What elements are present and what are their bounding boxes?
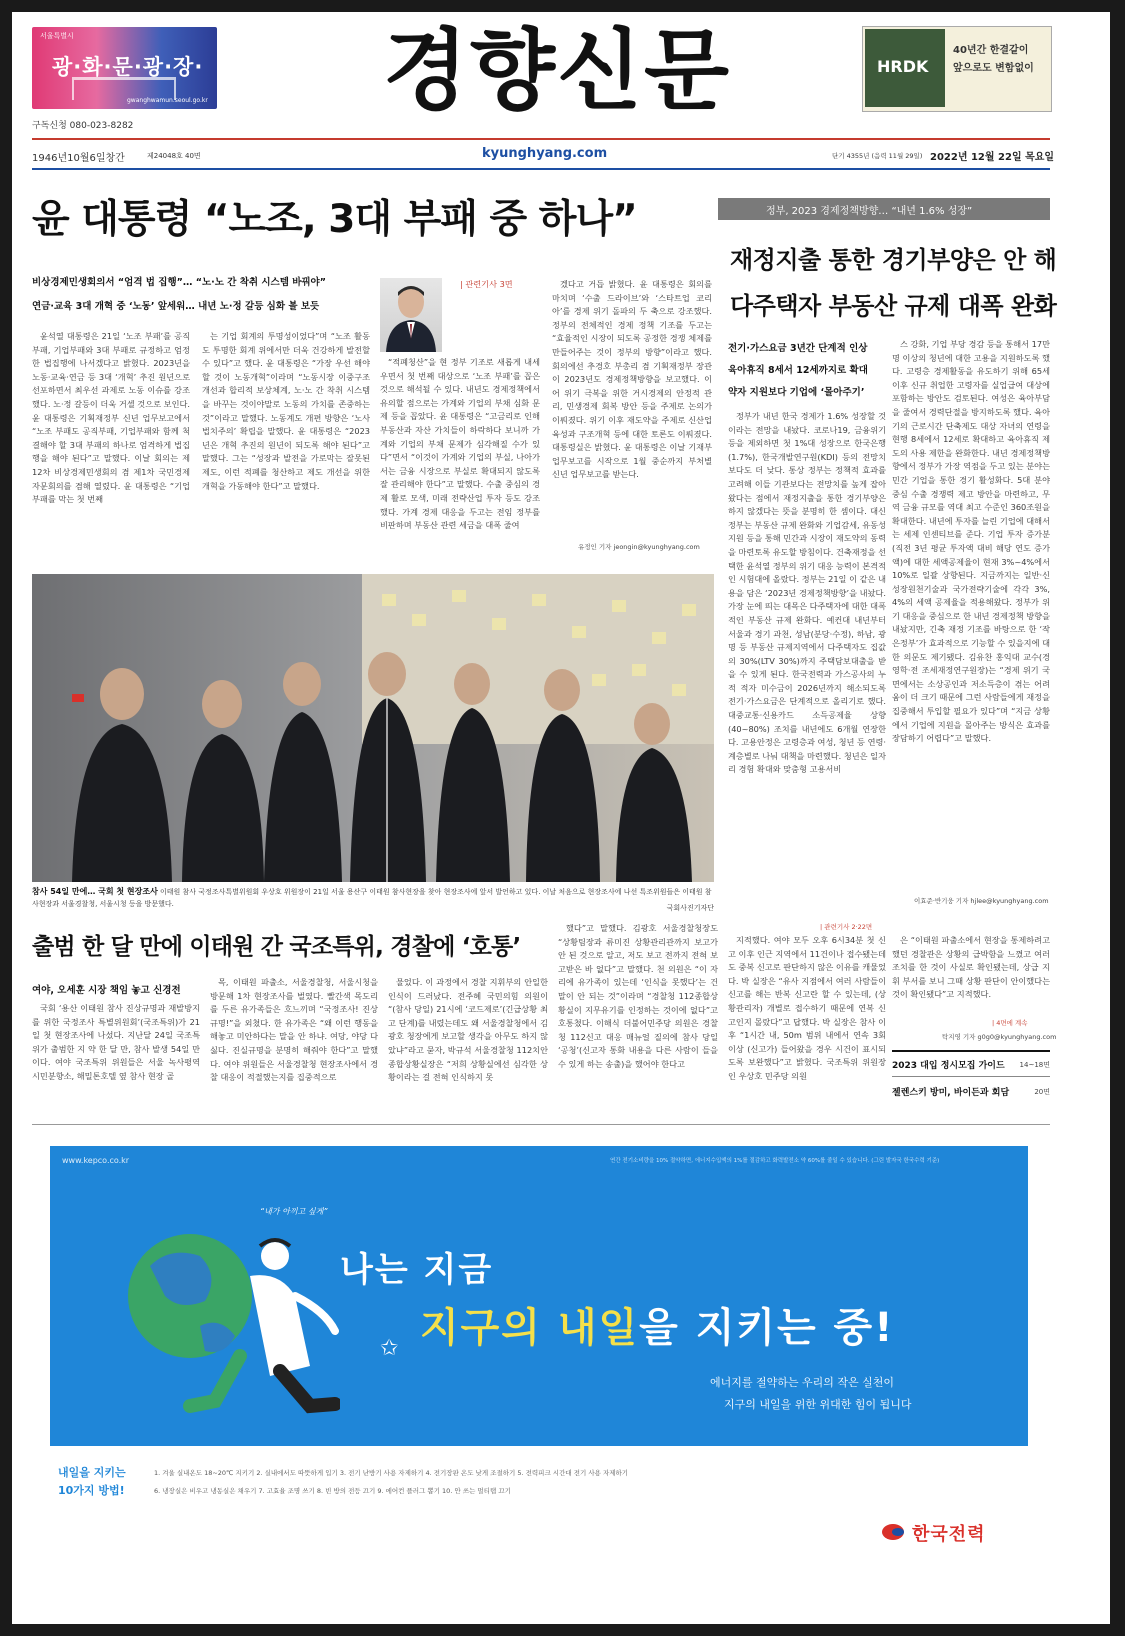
kepco-logo-icon-inner <box>892 1528 904 1536</box>
right-subhead-1: 전기·가스요금 3년간 단계적 인상 <box>728 343 868 354</box>
lunar-date: 단기 4355년 (음력 11월 29일) <box>832 152 923 160</box>
left-banner-small: 서울특별시 <box>40 32 74 40</box>
guide-box-1[interactable] <box>892 1050 1050 1076</box>
second-column-5-text: 지적했다. 여야 모두 오후 6시34분 첫 신고 이후 인근 지역에서 11건이나 접수됐는데도 중복 신고로 판단하지 않은 이유를 캐물었다. 박 실장은 “유사 지점에서 여러 사람들이 신고를 해는 반복 신고란 할 수 있는데, (상황관리자) 개별로 접수하기 때문에 연복 신고인지 몰랐다”고 답했다. 박 실장은 참사 이후 “1시간 내, 50m 범위 내에서 연속 3회 이상 (신고가) 들어왔을 경우 시건이 표시되도록 보완했다”고 밝혔다. 국조특위 위원장인 우상호 민주당 의원 <box>728 935 886 1081</box>
right-subhead-3: 약자 지원보다 기업에 ‘몰아주기’ <box>728 387 865 398</box>
second-headline[interactable]: 출범 한 달 만에 이태원 간 국조특위, 경찰에 ‘호통’ <box>32 934 521 960</box>
lead-subhead-2: 연금·교육 3대 개혁 중 ‘노동’ 앞세워… 내년 노·정 갈등 심화 볼 보듯 <box>32 301 320 312</box>
kepco-ad[interactable] <box>50 1146 1028 1446</box>
left-banner-title: 광·화·문·광·장· <box>52 55 204 79</box>
lead-column-3-top-text: | 관련기사 3면 <box>460 279 513 289</box>
lead-column-1 <box>32 330 190 552</box>
right-ref: | 관련기사 2·22면 <box>820 923 873 931</box>
guide-box-2-page: 20면 <box>1034 1088 1050 1096</box>
ad-star-icon: ✩ <box>380 1336 399 1361</box>
lead-column-4-text: 겠다고 거듭 밝혔다. 윤 대통령은 회의를 마치며 ‘수출 드라이브’와 ‘스타트업 코리아’를 경제 위기 돌파의 두 축으로 강조했다. 정부의 전체적인 경제 정책 기조를 두고는 “효율적인 시장이 되도록 공정한 경쟁 체제를 만들어주는 것이 정부의 방향”이라고 했다. 회의에선 추경호 부총리 겸 기획재정부 장관이 2023년도 경제정책방향을 보고했다. 이어 위기 극복을 위한 거시경제의 안정적 관리, 민생경제 회복 방안 등을 주제로 논의가 이뤄졌다. 위기 이후 재도약을 주제로 신산업 육성과 구조개혁 등에 대한 토론도 이뤄졌다. 대통령실은 밝혔다. 윤 대통령은 이날 기재부 업무보고를 시작으로 1월 중순까지 부처별 신년 업무보고를 받는다. <box>552 279 712 480</box>
right-ad-line1: 40년간 한결같이 <box>953 45 1029 56</box>
right-headline-2[interactable]: 다주택자 부동산 규제 대폭 완화 <box>730 292 1057 320</box>
right-kicker <box>718 198 1050 220</box>
photo-credit: 국회사진기자단 <box>666 904 714 912</box>
right-ad-line2: 앞으로도 변함없이 <box>953 63 1034 74</box>
second-subhead: 여야, 오세훈 시장 책임 놓고 신경전 <box>32 985 181 996</box>
ad-url[interactable]: www.kepco.co.kr <box>62 1156 130 1165</box>
photo-caption-title: 참사 54일 만에… 국회 첫 현장조사 <box>32 887 158 896</box>
masthead-top-rule <box>32 138 1050 140</box>
subscribe-info: 구독신청 080-023-8282 <box>32 121 134 131</box>
newspaper-page <box>12 12 1110 1624</box>
ad-bubble: “내가 아끼고 싶게” <box>260 1207 328 1216</box>
lead-column-1-text: 윤석열 대통령은 21일 ‘노조 부패’를 공직부패, 기업부패와 3대 부패로 규정하고 엄정한 법집행에 나서겠다고 밝혔다. 2023년을 노동·교육·연금 등 3대 ‘개혁’ 추진 원년으로 선포하면서 최우선 과제로 노동 이슈를 강조했다. 노·정 갈등이 더욱 거셀 것으로 보인다. 윤 대통령은 기획재정부 신년 업무보고에서 “노조 부패도 공직부패, 기업부패와 함께 척결해야 할 3대 부패의 하나로 엄격하게 법집행을 해야 된다”고 말했다. 이날 회의는 제12차 비상경제민생회의 겸 제1차 국민경제자문회의를 겸해 열렸다. 윤 대통령은 “기업부패를 막는 첫 번째 <box>32 331 190 505</box>
guide-box-1-label: 2023 대입 정시모집 가이드 <box>892 1061 1005 1071</box>
second-column-4-text: 했다”고 말했다. 김광호 서울경찰청장도 “상황팀장과 류미진 상황관리관까지 보고가 안 된 것으로 알고, 저도 보고 전까지 전혀 보고받은 바 없다”고 말했다. 천 의원은 “이 자리에 유가족이 있는데 ‘인식을 못했다’는 건 말이 안 되는 것”이라며 “경찰청 112종합상황실이 지무유기를 인정하는 것이에 없다”고 호통쳤다. 이해식 더불어민주당 의원은 경찰청 112신고 대응 매뉴얼 질의에 참사 당일 ‘공청’(신고자 통화 내용을 다른 사람이 들을 수 있게 하는 송출)을 했어야 한다고 <box>558 923 718 1069</box>
right-column-a-text: 정부가 내년 한국 경제가 1.6% 성장할 것이라는 전망을 내놨다. 코로나19, 금융위기 등을 제외하면 첫 1%대 성장으로 한국은행(1.7%), 한국개발연구원(KDI) 등의 전망치보다도 더 낮다. 통상 정부는 정책적 효과를 고려해 이들 기관보다는 전망치를 높게 잡아왔다는 점에서 재정지출을 통한 경기부양은 하지 않겠다는 뜻을 분명히 한 셈이다. 대신 정부는 부동산 규제 완화와 기업감세, 유동성 지원 등을 통해 민간과 시장이 재도약의 동력을 마련토록 유도할 방침이다. 건축재정을 선택한 윤석열 정부의 위기 대응 능력이 본격적인 시험대에 올랐다. 정부는 21일 이 같은 내용을 담은 ‘2023년 경제정책방향’을 내놨다. 가장 눈에 띄는 대목은 다주택자에 대한 대폭적인 부동산 규제 완화다. 예컨대 내년부터 서울과 경기 과천, 성남(분당·수정), 하남, 광명 등 부동산 규제지역에서 다주택자도 집값의 30%(LTV 30%)까지 주택담보대출을 받을 수 있게 된다. 한국전력과 가스공사의 누적 적자 미수금이 2026년까지 해소되도록 전기·가스요금은 단계적으로 올리기로 했다. 대중교통·신용카드 소득공제율 상향(40~80%) 조치를 내년에도 6개월 연장한다. 고용안정은 고령층과 여성, 청년 등 연령·계층별로 나눠 대책을 마련했다. 청년은 일자리 경험 확대와 맞춤형 고용서비 <box>728 411 886 775</box>
lead-column-2 <box>202 330 370 552</box>
ad-tips-title-1: 내일을 지키는 <box>58 1466 126 1479</box>
ad-headline-highlight: 지구의 내일 <box>420 1305 640 1351</box>
second-column-2-text: 목, 이태원 파출소, 서울경찰청, 서울시청을 방문해 1차 현장조사를 벌였다. 빨간색 목도리를 두른 유가족들은 흐느끼며 “국정조사! 진상규명!”을 외쳤다. 한 유가족은 “왜 이런 행동을 해놓고 미안하다는 말을 안 하냐. 여당, 야당 다 싫다. 진실규명을 분명히 해줘야 한다”고 말했다. 여야 위원들은 서울경찰청 현장조사에서 경찰 대응이 적절했는지를 집중적으로 <box>210 977 378 1083</box>
lead-column-3-text: “적폐청산”을 현 정부 기조로 새롭게 내세우면서 첫 번째 대상으로 ‘노조 부패’를 꼽은 것으로 해석될 수 있다. 내년도 경제정책에서 유의할 점으로는 가계와 기업의 부채 심화 문제 등을 꼽았다. 윤 대통령은 “고금리로 인해 부동산과 자산 가치들이 하락하다 보니까 가계와 기업의 부채 문제가 심각해질 수가 있다”면서 “이것이 가계와 기업의 부실, 나아가서는 금융 시장으로 부실로 확대되지 않도록 잘 관리해야 한다”고 말했다. 수출 중심의 경제 활로 모색, 미래 전략산업 투자 등도 강조했다. 가계 경제 대응을 두고는 전임 정부를 비판하며 부동산 관련 세금을 대폭 줄여 <box>380 357 540 531</box>
photo-caption-text: 이태원 참사 국정조사특별위원회 우상호 위원장이 21일 서울 용산구 이태원 참사현장을 찾아 현장조사에 앞서 발언하고 있다. 이날 처음으로 현장조사에 나선 특조위원들은 이태원 참사현장과 서울경찰청, 서울시청 등을 방문했다. <box>32 888 712 908</box>
photo-caption <box>32 886 714 916</box>
issue-date: 2022년 12월 22일 목요일 <box>930 152 1055 163</box>
right-byline: 이효준·반기웅 기자 hjlee@kyunghyang.com <box>914 897 1049 905</box>
site-url[interactable]: kyunghyang.com <box>482 146 608 161</box>
second-column-4 <box>558 922 718 1112</box>
left-banner[interactable] <box>32 27 217 109</box>
second-column-1 <box>32 1002 200 1112</box>
newspaper-title: 경향신문 <box>382 18 732 122</box>
ad-fineprint: 연간 전기소비량을 10% 절약하면, 에너지수입액의 1%를 절감하고 화력발전소 약 60%를 줄일 수 있습니다. (그린 발자국 한국수력 기준) <box>610 1158 940 1164</box>
lead-column-4 <box>552 278 712 540</box>
ad-tips-1: 1. 겨울 실내온도 18~20℃ 지키기 2. 실내에서도 따뜻하게 입기 3. 전기 난방기 사용 자제하기 4. 전기장판 온도 낮게 조절하기 5. 전력피크 시간대 전기 사용 자제하기 <box>154 1469 629 1477</box>
left-banner-url: gwanghwamun.seoul.go.kr <box>127 97 208 104</box>
ad-separator <box>32 1124 1050 1125</box>
ad-tips-title-2: 10가지 방법! <box>58 1484 125 1497</box>
second-byline: 탁지영 기자 g0g0@kyunghyang.com <box>942 1033 1057 1041</box>
lead-byline: 유정인 기자 jeongin@kyunghyang.com <box>578 543 700 551</box>
founded-date: 1946년10월6일창간 <box>32 153 125 164</box>
lead-column-2-text: 는 기업 회계의 투명성이었다”며 “노조 활동도 투명한 회계 위에서만 더욱 건강하게 발전할 수 있다”고 했다. 윤 대통령은 “가장 우선 해야 할 것이 노동개혁”이라며 “노동시장 이중구조 개선과 합리적 보상체계, 노·노 간 착취 시스템을 바꾸는 것이야말로 노동의 가치를 존중하는 것”이라고 말했다. 노동계도 개편 방향은 ‘노사 법치주의’ 확립을 말했다. 윤 대통령은 “2023년은 개혁 추진의 원년이 되도록 해야 된다”고 말했다. 그는 “성장과 발전을 가로막는 잘못된 제도, 이런 적폐를 청산하고 제도 개선을 위한 개혁을 가동해야 한다”고 말했다. <box>202 331 370 491</box>
lead-headline[interactable]: 윤 대통령 “노조, 3대 부패 중 하나” <box>32 197 637 242</box>
guide-box-2[interactable] <box>892 1076 1050 1103</box>
ad-headline-rest: 을 지키는 중! <box>639 1305 895 1351</box>
lead-subhead-1: 비상경제민생회의서 “엄격 법 집행”… “노·노 간 착취 시스템 바꿔야” <box>32 277 326 288</box>
hrdk-logo-text: HRDK <box>877 57 929 76</box>
guide-box-1-page: 14~18면 <box>1019 1061 1050 1069</box>
ad-body-1: 에너지를 절약하는 우리의 작은 실천이 <box>710 1376 895 1389</box>
kepco-logo-text: 한국전력 <box>912 1524 986 1545</box>
second-column-2 <box>210 976 378 1112</box>
issue-number: 제24048호 40면 <box>147 152 201 160</box>
second-column-1-text: 국회 ‘용산 이태원 참사 진상규명과 재발방지를 위한 국정조사 특별위원회’(국조특위)가 21일 첫 현장조사에 나섰다. 지난달 24일 국조특위가 출범한 지 약 한 달 만, 참사 발생 54일 만이다. 여야 국조특위 위원들은 서울 녹사평역 시민분향소, 해밀톤호텔 옆 참사 현장 골 <box>32 1003 200 1081</box>
second-column-3 <box>388 976 548 1112</box>
second-column-5 <box>728 934 886 1112</box>
ad-body-2: 지구의 내일을 위한 위대한 힘이 됩니다 <box>724 1398 912 1411</box>
kepco-logo[interactable] <box>882 1518 1032 1548</box>
masthead-bottom-rule <box>32 168 1050 170</box>
right-kicker-text: 정부, 2023 경제정책방향… “내년 1.6% 성장” <box>766 206 973 217</box>
earth-hug-illustration <box>110 1216 340 1416</box>
lead-column-3 <box>380 356 540 552</box>
ad-headline-line2 <box>420 1296 894 1353</box>
right-column-b-text: 스 강화, 기업 부당 경감 등을 통해서 17만 명 이상의 청년에 대한 고용을 지원하도록 했다. 고령층 경제활동을 유도하기 위해 65세 이후 신규 취업한 고령자를 실업급여 대상에 포함하는 방안도 검토된다. 여성은 육아부담을 줄여서 경력단절을 방지하도록 했다. 육아기의 근로시간 단축제도 대상 자녀의 연령을 현행 8세에서 12세로 확대하고 육아휴직 제도의 사용 제한을 완화한다. 내년 경제정책방향에서 정부가 가장 역점을 두고 있는 분야는 민간 기업을 통한 경기 활성화다. 5대 분야 중심 수출 경쟁력 제고 방안을 마련하고, 무역 금융 규모를 역대 최고 수준인 360조원을 확대한다. 내년에 투자를 늘린 기업에 대해서는 세제 인센티브를 준다. 기업 투자 증가분(직전 3년 평균 투자액 대비 해당 연도 증가액)에 대한 세액공제율이 현재 3%~4%에서 10%로 일괄 상향된다. 지금까지는 일반·신성장원천기술과 국가전략기술에 각각 3%, 4%의 세액 공제율을 적용해왔다. 정부가 위기 대응을 중심으로 한 내년 경제정책 방향을 내놨지만, 긴축 재정 기조를 바탕으로 한 ‘작은정부’가 효과적으로 기능할 수 있을지에 대한 의문도 제기됐다. 김유찬 홍익대 교수(경영학·전 조세재정연구원장)는 “경제 위기 국면에서는 소상공인과 저소득층이 겪는 어려움이 더 크기 때문에 그런 사람들에게 재정을 집중해서 투입할 필요가 있다”며 “지금 상황에서 기업에 지원을 몰아주는 방식은 효과를 장담하기 어렵다”고 말했다. <box>892 339 1050 744</box>
second-column-6 <box>892 934 1050 1016</box>
news-photo[interactable] <box>32 574 714 882</box>
right-column-a <box>728 410 886 920</box>
news-photo-scene <box>32 574 714 882</box>
ad-tips-2: 6. 냉장실은 비우고 냉동실은 채우기 7. 고효율 조명 쓰기 8. 빈 방의 전등 끄기 9. 에어컨 플러그 뽑기 10. 안 쓰는 멀티탭 끄기 <box>154 1487 511 1495</box>
ad-headline-line1: 나는 지금 <box>340 1250 494 1290</box>
second-column-6-text: 은 “이태원 파출소에서 현장을 통제하려고 했던 경찰관은 상황의 급박함을 느꼈고 여러 조치를 한 것이 사실로 확인됐는데, 상급 지휘 부서를 보니 그때 상황 판단이 안이했다는 것이 확인됐다”고 지적했다. <box>892 935 1050 1000</box>
guide-box-2-label: 젤렌스키 방미, 바이든과 회담 <box>892 1088 1010 1098</box>
lead-column-3-top <box>452 278 540 354</box>
second-column-3-text: 물었다. 이 과정에서 경찰 지휘부의 안일한 인식이 드러났다. 전주혜 국민의힘 의원이 “(참사 당일) 21시에 ‘코드제로’(긴급상황 최고 단계)를 내렸는데도 왜 서울경찰청에서 김광호 청장에게 보고할 생각을 아무도 하지 않았냐”라고 묻자, 박규석 서울경찰청 112치안종합상황실장은 “저희 상황실에선 심각한 상황이라는 걸 전혀 인식하지 못 <box>388 977 548 1083</box>
right-column-b <box>892 338 1050 884</box>
right-headline-1[interactable]: 재정지출 통한 경기부양은 안 해 <box>730 246 1057 274</box>
right-subhead-2: 육아휴직 8세서 12세까지로 확대 <box>728 365 868 376</box>
president-portrait <box>380 278 442 352</box>
second-continued: | 4면에 계속 <box>992 1019 1028 1027</box>
right-ad[interactable] <box>862 26 1052 112</box>
hrdk-logo <box>865 29 945 107</box>
